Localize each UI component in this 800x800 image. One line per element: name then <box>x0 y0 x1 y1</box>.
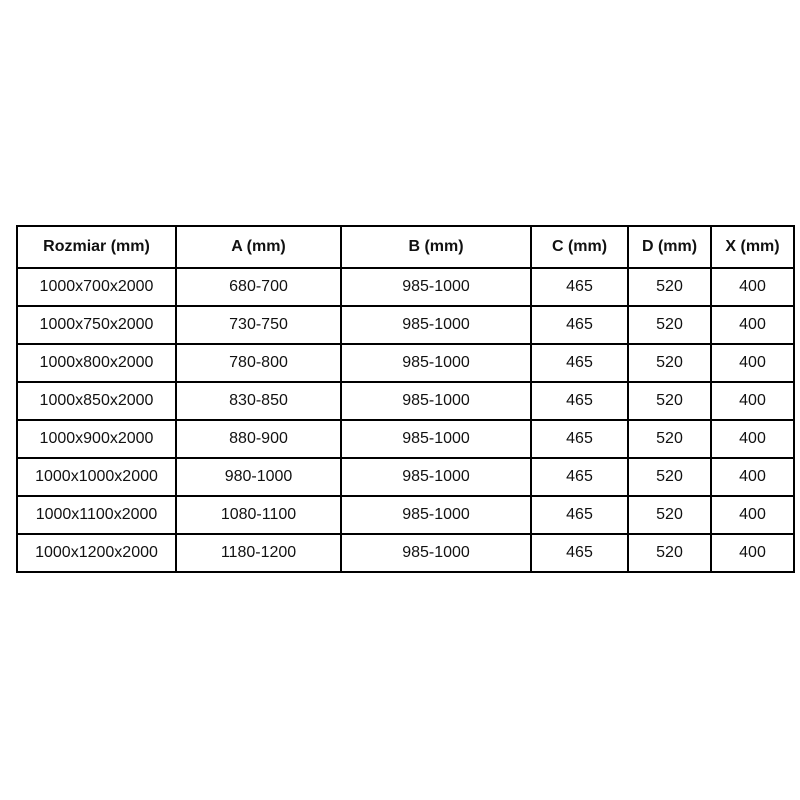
table-cell: 520 <box>628 458 711 496</box>
table-cell: 400 <box>711 420 794 458</box>
column-header: Rozmiar (mm) <box>17 226 176 268</box>
table-cell: 465 <box>531 534 628 572</box>
table-cell: 465 <box>531 420 628 458</box>
table-cell: 400 <box>711 268 794 306</box>
table-cell: 400 <box>711 534 794 572</box>
table-cell: 730-750 <box>176 306 341 344</box>
header-row <box>17 226 794 268</box>
table-cell: 780-800 <box>176 344 341 382</box>
table-cell: 465 <box>531 382 628 420</box>
table-cell: 520 <box>628 306 711 344</box>
table-cell: 985-1000 <box>341 306 531 344</box>
dimensions-table <box>16 225 795 573</box>
table-cell: 400 <box>711 306 794 344</box>
table-cell: 1000x850x2000 <box>17 382 176 420</box>
table-cell: 400 <box>711 382 794 420</box>
table-cell: 1000x800x2000 <box>17 344 176 382</box>
table-cell: 1000x1200x2000 <box>17 534 176 572</box>
table-cell: 1000x900x2000 <box>17 420 176 458</box>
table-cell: 985-1000 <box>341 382 531 420</box>
table-cell: 1080-1100 <box>176 496 341 534</box>
table-cell: 465 <box>531 268 628 306</box>
table-cell: 985-1000 <box>341 420 531 458</box>
table-cell: 520 <box>628 382 711 420</box>
table-cell: 980-1000 <box>176 458 341 496</box>
column-header: C (mm) <box>531 226 628 268</box>
table-row <box>17 458 794 496</box>
table-cell: 1000x1100x2000 <box>17 496 176 534</box>
table-cell: 520 <box>628 534 711 572</box>
table-cell: 520 <box>628 496 711 534</box>
table-row <box>17 420 794 458</box>
table-cell: 880-900 <box>176 420 341 458</box>
column-header: X (mm) <box>711 226 794 268</box>
column-header: A (mm) <box>176 226 341 268</box>
table-cell: 1000x700x2000 <box>17 268 176 306</box>
table-cell: 1000x1000x2000 <box>17 458 176 496</box>
table-cell: 465 <box>531 306 628 344</box>
table-row <box>17 344 794 382</box>
table-cell: 985-1000 <box>341 344 531 382</box>
table-cell: 985-1000 <box>341 496 531 534</box>
table-cell: 830-850 <box>176 382 341 420</box>
table-cell: 1000x750x2000 <box>17 306 176 344</box>
column-header: D (mm) <box>628 226 711 268</box>
table-cell: 400 <box>711 496 794 534</box>
column-header: B (mm) <box>341 226 531 268</box>
table-cell: 985-1000 <box>341 534 531 572</box>
table-row <box>17 496 794 534</box>
table-cell: 520 <box>628 268 711 306</box>
table-cell: 520 <box>628 420 711 458</box>
table-cell: 1180-1200 <box>176 534 341 572</box>
table-row <box>17 306 794 344</box>
table-row <box>17 534 794 572</box>
table-cell: 400 <box>711 344 794 382</box>
table-cell: 465 <box>531 496 628 534</box>
table-cell: 520 <box>628 344 711 382</box>
table-row <box>17 382 794 420</box>
table-cell: 680-700 <box>176 268 341 306</box>
table-cell: 465 <box>531 458 628 496</box>
table-cell: 985-1000 <box>341 268 531 306</box>
table-cell: 985-1000 <box>341 458 531 496</box>
table-cell: 465 <box>531 344 628 382</box>
table-body <box>17 268 794 572</box>
table-cell: 400 <box>711 458 794 496</box>
table-row <box>17 268 794 306</box>
